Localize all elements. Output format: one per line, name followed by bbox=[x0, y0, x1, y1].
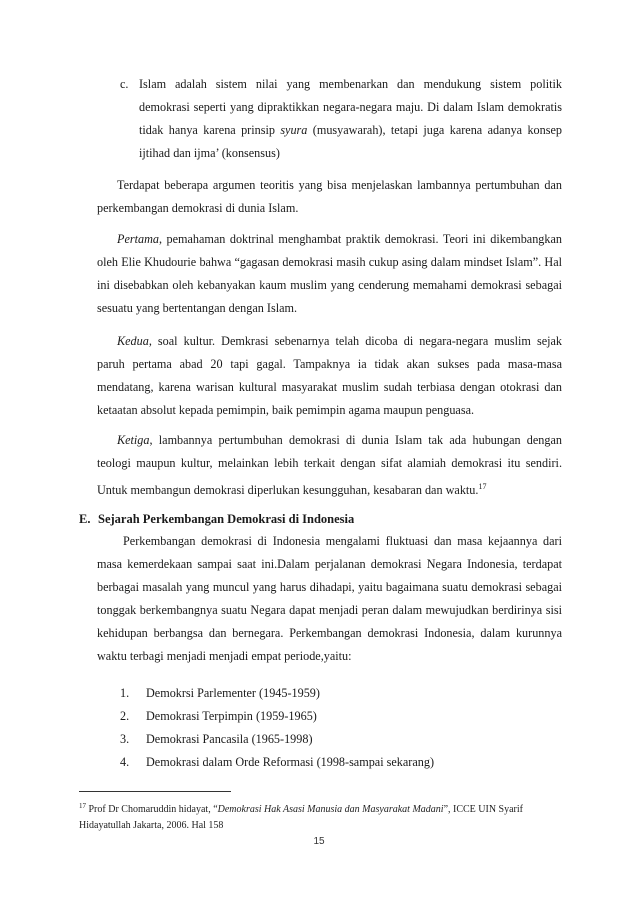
paragraph-section-e: Perkembangan demokrasi di Indonesia mengalami fluktuasi dan masa kejaannya dari masa kemerdekaan sampai saat ini.Dalam perjalanan demokrasi Negara Indonesia, terdapat berbagai masalah yang muncul yang harus dihadapi, yaitu bagaimana suatu demokrasi sebagai tonggak berkembangnya suatu Negara dapat menjadi peran dalam mewujudkan berdirinya sisi kehidupan berbangsa dan bernegara. Perkembangan demokrasi Indonesia, dalam kurunnya waktu terbagi menjadi menjadi empat periode,yaitu: bbox=[97, 534, 562, 663]
footnote-divider bbox=[79, 791, 231, 792]
paragraph-ketiga: Ketiga, lambannya pertumbuhan demokrasi di dunia Islam tak ada hubungan dengan teologi maupun kultur, melainkan lebih terkait dengan sifat alamiah demokrasi itu sendiri. Untuk membangun demokrasi diperlukan kesungguhan, kesabaran dan waktu.$^{17}$ bbox=[97, 433, 562, 497]
paragraph-kedua: Kedua, soal kultur. Demkrasi sebenarnya telah dicoba di negara-negara muslim sejak paruh pertama abad 20 tapi gagal. Tampaknya ia tidak akan sukses pada masa-masa mendatang, karena warisan kultural masyarakat muslim sudah terbiasa dengan otokrasi dan ketaatan absolut kepada pemimpin, baik pemimpin agama maupun penguasa. bbox=[97, 334, 562, 417]
list-item: 2. Demokrasi Terpimpin (1959-1965) bbox=[120, 709, 317, 723]
footnote: $^{17}$ Prof Dr Chomaruddin hidayat, “Demokrasi Hak Asasi Manusia dan Masyarakat Madani”, ICCE UIN Syarif Hidayatullah Jakarta, 2006. Hal 158 bbox=[79, 802, 523, 831]
paragraph-intro: Terdapat beberapa argumen teoritis yang bisa menjelaskan lambannya pertumbuhan dan perkembangan demokrasi di dunia Islam. bbox=[97, 178, 562, 215]
footnote-number: 17 bbox=[79, 802, 86, 810]
list-item-c bbox=[120, 73, 562, 165]
paragraph-pertama: Pertama, pemahaman doktrinal menghambat praktik demokrasi. Teori ini dikembangkan oleh Elie Khudourie bahwa “gagasan demokrasi masih cukup asing dalam mindset Islam”. Hal ini disebabkan oleh kebanyakan kaum muslim yang cenderung memahami demokrasi sebagai sesuatu yang bertentangan dengan Islam. bbox=[97, 232, 562, 315]
list-item: 3. Demokrasi Pancasila (1965-1998) bbox=[120, 732, 313, 746]
paragraph-lead: Kedua bbox=[117, 334, 149, 348]
list-item: 4. Demokrasi dalam Orde Reformasi (1998-sampai sekarang) bbox=[120, 755, 435, 769]
list-item-label: c. bbox=[120, 77, 129, 91]
paragraph-lead: Ketiga bbox=[117, 433, 150, 447]
list-item-body: Islam adalah sistem nilai yang membenarkan dan mendukung sistem politik demokrasi seperti yang dipraktikkan negara-negara maju. Di dalam Islam demokratis tidak hanya karena prinsip syura (musyawarah), tetapi juga karena adanya konsep ijtihad dan ijma’ (konsensus) bbox=[139, 77, 562, 160]
list-item: 1. Demokrsi Parlementer (1945-1959) bbox=[120, 686, 320, 700]
section-title: Sejarah Perkembangan Demokrasi di Indonesia bbox=[98, 512, 355, 526]
paragraph-lead: Pertama bbox=[117, 232, 159, 246]
period-list bbox=[120, 682, 434, 774]
section-heading bbox=[79, 508, 354, 531]
page-number: 15 bbox=[313, 836, 325, 847]
section-letter: E. bbox=[79, 512, 91, 526]
footnote-reference[interactable]: 17 bbox=[478, 482, 487, 491]
term-syura: syura bbox=[280, 123, 308, 137]
footnote-title: Demokrasi Hak Asasi Manusia dan Masyarakat Madani bbox=[217, 804, 444, 815]
